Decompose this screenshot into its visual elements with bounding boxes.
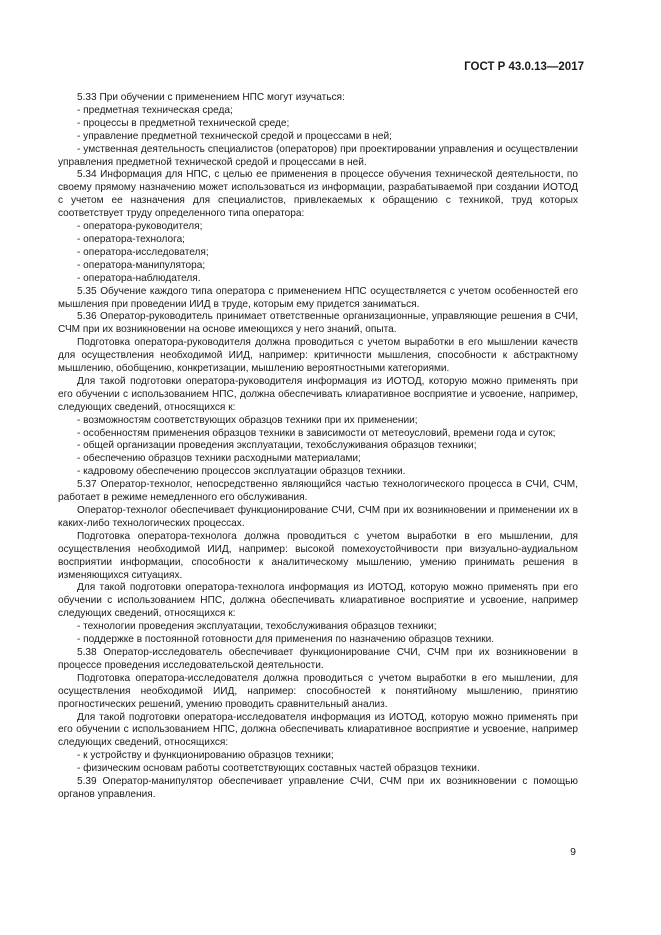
list-item: - общей организации проведения эксплуатации, техобслуживания образцов техники; (77, 440, 477, 452)
paragraph: 5.37 Оператор-технолог, непосредственно являющийся частью технологического процесса в СЧИ, СЧМ, работает в режиме немедленного его обслуживания. (58, 479, 578, 504)
document-code-header: ГОСТ Р 43.0.13—2017 (464, 61, 584, 73)
list-item: - оператора-исследователя; (77, 246, 209, 258)
document-body (58, 92, 578, 802)
list-item: - к устройству и функционированию образцов техники; (77, 750, 334, 762)
paragraph: 5.33 При обучении с применением НПС могут изучаться: (77, 92, 345, 103)
list-item: - предметная техническая среда; (77, 104, 233, 116)
paragraph: Для такой подготовки оператора-технолога информация из ИОТОД, которую можно применять при его обучении с использованием НПС, должна обеспечивать клиаративное восприятие и усвоение, например следующих сведений, относящихся к: (58, 582, 578, 620)
list-item: - поддержке в постоянной готовности для применения по назначению образцов техники. (77, 634, 495, 646)
paragraph: 5.38 Оператор-исследователь обеспечивает функционирование СЧИ, СЧМ при их возникновении в процессе проведения исследовательской деятельности. (58, 646, 578, 671)
paragraph: Оператор-технолог обеспечивает функционирование СЧИ, СЧМ при их возникновении и применении их в каких-либо технологических процессах. (58, 505, 578, 529)
list-item: - возможностям соответствующих образцов техники при их применении; (77, 414, 418, 426)
paragraph: Для такой подготовки оператора-руководителя информация из ИОТОД, которую можно применять при его обучении с использованием НПС, должна обеспечивать клиаративное восприятие и усвоение, например, следующих сведений, относящихся к: (58, 375, 578, 413)
list-item: - особенностям применения образцов техники в зависимости от метеоусловий, времени года и суток; (77, 427, 556, 439)
page-number: 9 (570, 846, 576, 858)
paragraph: 5.36 Оператор-руководитель принимает ответственные организационные, управляющие решения в СЧИ, СЧМ при их возникновении на основе имеющихся у него знаний, опыта. (58, 311, 578, 336)
list-item: - оператора-руководителя; (77, 221, 203, 233)
list-item: - технологии проведения эксплуатации, техобслуживания образцов техники; (77, 621, 437, 633)
paragraph: 5.39 Оператор-манипулятор обеспечивает управление СЧИ, СЧМ при их возникновении с помощью органов управления. (58, 776, 578, 800)
list-item: - оператора-манипулятора; (77, 259, 206, 271)
paragraph: 5.35 Обучение каждого типа оператора с применением НПС осуществляется с учетом особенностей его мышления при проведении ИИД в труде, которым ему придется заниматься. (58, 285, 578, 310)
list-item: - управление предметной технической средой и процессами в ней; (77, 130, 392, 142)
list-item: - обеспечению образцов техники расходными материалами; (77, 453, 361, 465)
list-item: - физическим основам работы соответствующих составных частей образцов техники. (77, 763, 480, 775)
paragraph: Для такой подготовки оператора-исследователя информация из ИОТОД, которую можно применять при его обучении с использованием НПС, должна обеспечивать клиаративное восприятие и усвоение, например следующих сведений, относящихся: (58, 711, 578, 749)
list-item: - кадровому обеспечению процессов эксплуатации образцов техники. (77, 466, 406, 478)
paragraph: 5.34 Информация для НПС, с целью ее применения в процессе обучения технической деятельности, по своему прямому назначению может использоваться из информации, разрабатываемой при создании ИОТОД с учетом ее назначения для специалистов, привлекаемых к обращению с техникой, труд которых соответствует труду определенного типа оператора: (58, 169, 578, 220)
paragraph: Подготовка оператора-технолога должна проводиться с учетом выработки в его мышлении, для осуществления необходимой ИИД, например: высокой помехоустойчивости при визуально-аудиальном восприятии информации, способности к аналитическому мышлению, умению принимать решения в изменяющихся ситуациях. (58, 530, 578, 581)
list-item: - оператора-наблюдателя. (77, 272, 201, 284)
paragraph: Подготовка оператора-руководителя должна проводиться с учетом выработки в его мышлении качеств для осуществления необходимой ИИД, например: критичности мышления, способности к абстрактному мышлению, обобщению, конкретизации, мышлению вероятностными категориями. (58, 337, 578, 375)
list-item: - процессы в предметной технической среде; (77, 117, 290, 129)
paragraph: Подготовка оператора-исследователя должна проводиться с учетом выработки в его мышлении, для осуществления необходимой ИИД, например: способностей к понятийному мышлению, принятию прогностических решений, умению проводить сравнительный анализ. (58, 672, 578, 710)
list-item: - умственная деятельность специалистов (операторов) при проектировании управления и осуществлении управления предметной технической средой и процессами в ней. (58, 143, 578, 168)
list-item: - оператора-технолога; (77, 233, 185, 245)
